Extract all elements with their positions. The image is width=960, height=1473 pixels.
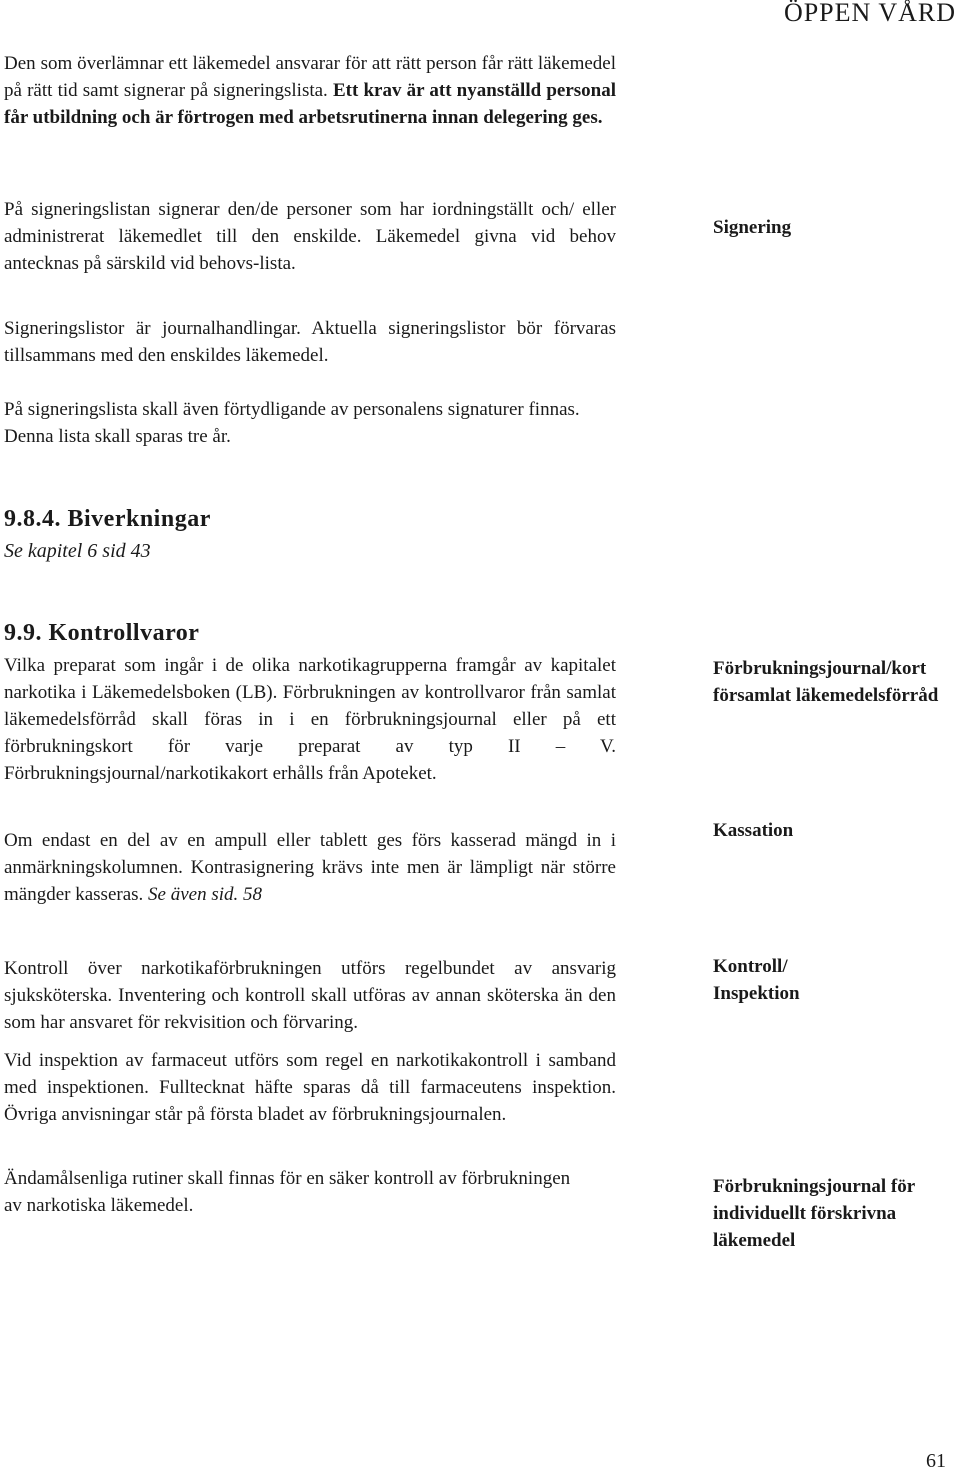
paragraph-inspektion: Vid inspektion av farmaceut utförs som regel en narkotikakontroll i samband med inspektionen. Fulltecknat häfte sparas då till farmaceutens inspektion. Övriga anvisningar står på första bladet av förbrukningsjournalen. — [4, 1050, 616, 1125]
section-heading-kontrollvaror: 9.9. Kontrollvaror — [4, 620, 200, 646]
paragraph-overlamnar-bold: Ett krav är att nyanställd personal får utbildning och är förtrogen med arbetsrutinerna innan delegering ges. — [4, 80, 616, 128]
paragraph-overlamnar-text: Den som överlämnar ett läkemedel ansvarar för att rätt person får rätt läkemedel på rätt tid samt signerar på signeringslista. — [4, 53, 616, 101]
section-heading-biverkningar: 9.8.4. Biverkningar — [4, 506, 211, 532]
margin-label-kontroll-inspektion: Kontroll/ Inspektion — [713, 956, 800, 1004]
paragraph-kontroll: Kontroll över narkotikaförbrukningen utförs regelbundet av ansvarig sjuksköterska. Inventering och kontroll skall utföras av annan sköterska än den som har ansvaret för rekvisition och förvaring. — [4, 958, 616, 1033]
paragraph-narkotikagrupperna: Vilka preparat som ingår i de olika narkotikagrupperna framgår av kapitalet narkotika i Läkemedelsboken (LB). Förbrukningen av kontrollvaror från samlat läkemedelsförråd skall föras in i en förbrukningsjournal eller på ett förbrukningskort för varje preparat av typ II – V. Förbrukningsjournal/narkotikakort erhålls från Apoteket. — [4, 655, 616, 784]
paragraph-overlamnar — [4, 50, 616, 131]
paragraph-journalhandlingar: Signeringslistor är journalhandlingar. Aktuella signeringslistor bör förvaras tillsammans med den enskildes läkemedel. — [4, 318, 616, 366]
paragraph-kasserad — [4, 827, 616, 908]
paragraph-kasserad-reference: Se även sid. 58 — [148, 884, 263, 905]
paragraph-signeringslistan: På signeringslistan signerar den/de personer som har iordningställt och/ eller administrerat läkemedlet till den enskilde. Läkemedel givna vid behov antecknas på särskild vid behovs-lista. — [4, 199, 616, 274]
paragraph-rutiner: Ändamålsenliga rutiner skall finnas för en säker kontroll av förbrukningen av narkotiska läkemedel. — [4, 1168, 571, 1216]
margin-label-forbrukningsjournal-kort: Förbrukningsjournal/kort församlat läkemedelsförråd — [713, 658, 939, 706]
page-number: 61 — [926, 1450, 946, 1472]
running-header: ÖPPEN VÅRD — [783, 0, 956, 27]
margin-label-signering: Signering — [713, 217, 792, 238]
paragraph-signaturer: På signeringslista skall även förtydligande av personalens signaturer finnas. Denna lista skall sparas tre år. — [4, 399, 580, 447]
margin-label-individuellt-forskrivna: Förbrukningsjournal för individuellt förskrivna läkemedel — [713, 1176, 915, 1251]
section-reference-biverkningar: Se kapitel 6 sid 43 — [4, 540, 151, 562]
paragraph-kasserad-text: Om endast en del av en ampull eller tablett ges förs kasserad mängd in i anmärkningskolumnen. Kontrasignering krävs inte men är lämpligt när större mängder kasseras. — [4, 830, 616, 905]
margin-label-kassation: Kassation — [713, 820, 794, 841]
